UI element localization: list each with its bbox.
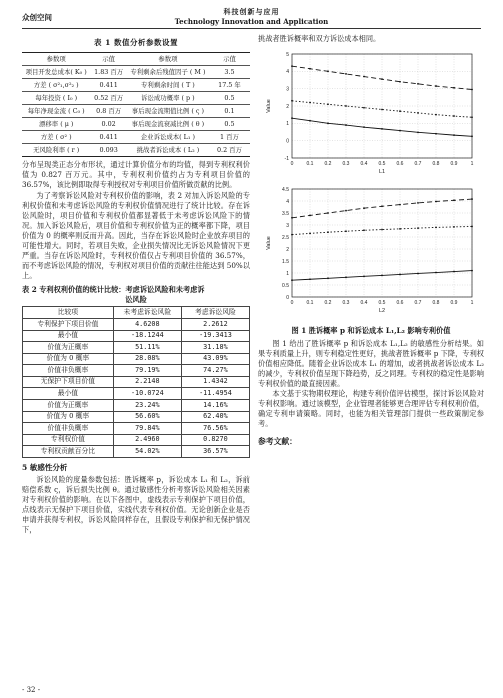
data-point bbox=[417, 272, 419, 274]
x-tick-label: 0.5 bbox=[378, 299, 386, 306]
y-tick-label: 3 bbox=[286, 86, 289, 93]
table-cell: 79.84% bbox=[113, 423, 181, 435]
x-tick-label: 0.9 bbox=[450, 299, 458, 306]
data-point bbox=[471, 116, 473, 118]
data-point bbox=[345, 73, 347, 75]
data-point bbox=[471, 225, 473, 227]
table-cell: 2.2612 bbox=[181, 319, 249, 331]
data-point bbox=[381, 78, 383, 80]
table-row bbox=[22, 105, 250, 118]
table-cell: 0.1 bbox=[209, 105, 250, 118]
data-point bbox=[381, 229, 383, 231]
table-cell: 价值非负概率 bbox=[23, 423, 114, 435]
data-point bbox=[309, 278, 311, 280]
table-cell: 每年净现金流 ( C₀ ) bbox=[22, 105, 90, 118]
data-point bbox=[363, 275, 365, 277]
section-label: 众创空间 bbox=[22, 13, 52, 22]
table-cell: 最小值 bbox=[23, 330, 114, 342]
data-point bbox=[453, 226, 455, 228]
table-row bbox=[23, 353, 250, 365]
data-point bbox=[435, 85, 437, 87]
x-tick-label: 0.5 bbox=[378, 160, 386, 167]
x-axis-label: L1 bbox=[378, 168, 386, 175]
data-point bbox=[453, 115, 455, 117]
table-cell: 62.40% bbox=[181, 411, 249, 423]
table-cell: 漂移率 ( μ ) bbox=[22, 118, 90, 131]
table-cell: 0.2 百万 bbox=[209, 144, 250, 157]
data-point bbox=[309, 120, 311, 122]
data-point bbox=[327, 231, 329, 233]
table-cell: 36.57% bbox=[181, 446, 249, 458]
table1 bbox=[22, 52, 250, 157]
table-row bbox=[23, 319, 250, 331]
table1-head-cell: 示值 bbox=[90, 53, 126, 66]
table-cell: 专利保护下项目价值 bbox=[23, 319, 114, 331]
x-tick-label: 0.6 bbox=[396, 299, 404, 306]
data-point bbox=[435, 114, 437, 116]
data-point bbox=[363, 107, 365, 109]
table-cell: 价值为 0 概率 bbox=[23, 411, 114, 423]
table-row bbox=[22, 131, 250, 144]
data-point bbox=[291, 117, 293, 119]
y-tick-label: 5 bbox=[286, 51, 289, 58]
table2-header bbox=[23, 307, 250, 319]
data-point bbox=[345, 210, 347, 212]
table-cell: 专利权贡献百分比 bbox=[23, 446, 114, 458]
header-rule bbox=[22, 28, 481, 29]
table-cell: 无保护下项目价值 bbox=[23, 376, 114, 388]
data-point bbox=[327, 212, 329, 214]
x-tick-label: 0.4 bbox=[360, 299, 368, 306]
table-cell: 79.19% bbox=[113, 365, 181, 377]
table-cell: 0.411 bbox=[90, 79, 126, 92]
x-tick-label: 0.1 bbox=[306, 299, 314, 306]
x-tick-label: 0.3 bbox=[342, 160, 350, 167]
x-tick-label: 0.1 bbox=[306, 160, 314, 167]
x-tick-label: 0.6 bbox=[396, 160, 404, 167]
table-cell: 0.8270 bbox=[181, 434, 249, 446]
data-point bbox=[399, 110, 401, 112]
series-line-2 bbox=[292, 226, 472, 234]
table-cell: 诉讼成功概率 ( p ) bbox=[127, 92, 209, 105]
data-point bbox=[435, 133, 437, 135]
data-point bbox=[399, 273, 401, 275]
table2-caption-cont: 讼风险 bbox=[125, 294, 147, 304]
table-cell: -10.0724 bbox=[113, 388, 181, 400]
data-point bbox=[381, 109, 383, 111]
data-point bbox=[471, 89, 473, 91]
table-cell: -11.4954 bbox=[181, 388, 249, 400]
data-point bbox=[471, 198, 473, 200]
table-cell: 0.52 百万 bbox=[90, 92, 126, 105]
table2-head-cell: 比较项 bbox=[23, 307, 114, 319]
body-paragraph: 挑战者胜诉概率和双方诉讼成本相同。 bbox=[258, 34, 381, 43]
table-cell: 价值为正概率 bbox=[23, 342, 114, 354]
data-point bbox=[309, 68, 311, 70]
x-tick-label: 0.8 bbox=[432, 160, 440, 167]
table-row bbox=[23, 388, 250, 400]
table1-header bbox=[22, 53, 250, 66]
data-point bbox=[345, 124, 347, 126]
table-cell: 28.08% bbox=[113, 353, 181, 365]
data-point bbox=[309, 214, 311, 216]
table-row bbox=[23, 365, 250, 377]
data-point bbox=[435, 271, 437, 273]
data-point bbox=[453, 199, 455, 201]
table-row bbox=[22, 118, 250, 131]
x-tick-label: 0.4 bbox=[360, 160, 368, 167]
table-cell: 76.56% bbox=[181, 423, 249, 435]
y-tick-label: 2 bbox=[286, 246, 289, 253]
data-point bbox=[399, 130, 401, 132]
data-point bbox=[363, 76, 365, 78]
x-tick-label: 0.7 bbox=[414, 299, 422, 306]
table-cell: 0.8 百万 bbox=[90, 105, 126, 118]
table2 bbox=[22, 306, 250, 457]
body-paragraph: 图 1 给出了胜诉概率 p 和诉讼成本 L₁,L₂ 的敏感性分析结果。如果专利质量上升，则专利稳定性更好，挑战者胜诉概率 p 下降，专利权价值相应降低。随着企业诉讼成本 L₁ 的增加，或者挑战者诉讼成本 L₂ 的减少，专利权价值呈现下降趋势，反之同理。专利权的稳定性是影响专利权价值的最直接因素。 bbox=[258, 338, 484, 388]
table-cell: 1.83 百万 bbox=[90, 66, 126, 79]
table-cell: 企业诉讼成本( L₁ ) bbox=[127, 131, 209, 144]
data-point bbox=[363, 126, 365, 128]
data-point bbox=[381, 274, 383, 276]
y-tick-label: -1 bbox=[284, 155, 289, 162]
data-point bbox=[381, 205, 383, 207]
journal-title-en: Technology Innovation and Application bbox=[174, 16, 329, 26]
table-row bbox=[23, 399, 250, 411]
data-point bbox=[399, 228, 401, 230]
table-cell: 51.11% bbox=[113, 342, 181, 354]
table-cell: -18.1244 bbox=[113, 330, 181, 342]
figure-caption: 图 1 胜诉概率 p 和诉讼成本 L₁,L₂ 影响专利价值 bbox=[291, 325, 451, 335]
table1-head-cell: 示值 bbox=[209, 53, 250, 66]
table-row bbox=[23, 434, 250, 446]
section-title: 5 敏感性分析 bbox=[22, 462, 68, 472]
x-axis-label: L2 bbox=[378, 307, 386, 314]
chart-l2 bbox=[258, 181, 484, 319]
data-point bbox=[291, 279, 293, 281]
data-point bbox=[417, 202, 419, 204]
journal-title-cn: 科技创新与应用 bbox=[223, 7, 280, 16]
right-column bbox=[258, 34, 484, 448]
table-cell: 每年投资 ( I₀ ) bbox=[22, 92, 90, 105]
table-cell: 74.27% bbox=[181, 365, 249, 377]
data-point bbox=[291, 234, 293, 236]
x-tick-label: 0.2 bbox=[324, 299, 332, 306]
table-row bbox=[23, 446, 250, 458]
y-tick-label: 1 bbox=[286, 270, 289, 277]
data-point bbox=[327, 277, 329, 279]
data-point bbox=[291, 65, 293, 67]
x-tick-label: 0.2 bbox=[324, 160, 332, 167]
table-cell: 专利剩余时间 ( T ) bbox=[127, 79, 209, 92]
y-tick-label: 1 bbox=[286, 121, 289, 128]
x-tick-label: 1 bbox=[470, 299, 474, 306]
table-cell: 方差 ( σ² ) bbox=[22, 131, 90, 144]
x-tick-label: 0.9 bbox=[450, 160, 458, 167]
data-point bbox=[417, 227, 419, 229]
table-cell: 方差 ( σ²₁,σ²₂ ) bbox=[22, 79, 90, 92]
table-cell: 价值为正概率 bbox=[23, 399, 114, 411]
figure-1 bbox=[258, 46, 484, 322]
data-point bbox=[417, 112, 419, 114]
y-axis-label: Value bbox=[266, 236, 272, 250]
table-cell: 项目开发总成本( K₀ ) bbox=[22, 66, 90, 79]
table-cell: 0.5 bbox=[209, 92, 250, 105]
x-tick-label: 1 bbox=[470, 160, 474, 167]
table-cell: 挑战者诉讼成本 ( L₂ ) bbox=[127, 144, 209, 157]
table-row bbox=[23, 330, 250, 342]
data-point bbox=[345, 105, 347, 107]
table-cell: 0.5 bbox=[209, 118, 250, 131]
table-cell: 1 百万 bbox=[209, 131, 250, 144]
data-point bbox=[471, 270, 473, 272]
x-tick-label: 0.3 bbox=[342, 299, 350, 306]
left-column bbox=[22, 34, 250, 536]
table2-head-cell: 未考虑诉讼风险 bbox=[113, 307, 181, 319]
page-number: - 32 - bbox=[22, 686, 41, 695]
body-paragraph: 诉讼风险的度量参数包括：胜诉概率 p，诉讼成本 L₁ 和 L₂，诉前赔偿系数 ς，诉后损失比例 θ。通过敏感性分析考察诉讼风险相关因素对专利权价值的影响。在以下各图中，虚线表示专利保护下项目价值，点线表示无保护下项目价值，实线代表专利权价值。无论创新企业是否申请并获得专利权，诉讼风险同样存在，且假设专利保护和无保护情况下， bbox=[22, 475, 250, 534]
y-tick-label: 3 bbox=[286, 222, 289, 229]
table2-caption: 表 2 专利权利价值的统计比较：考虑诉讼风险和未考虑诉 bbox=[22, 284, 205, 294]
table-row bbox=[22, 92, 250, 105]
y-tick-label: 0 bbox=[286, 294, 289, 301]
table-cell: 价值非负概率 bbox=[23, 365, 114, 377]
table-cell: 3.5 bbox=[209, 66, 250, 79]
data-point bbox=[471, 135, 473, 137]
y-tick-label: 0 bbox=[286, 138, 289, 145]
table1-head-cell: 参数项 bbox=[22, 53, 90, 66]
body-paragraph: 本文基于实物期权理论，构建专利价值评估模型，探讨诉讼风险对专利权影响。通过该模型，企业管理者能够更合理评估专利权利价值，确定专利申请策略。同时，也能为相关管理部门提供一些政策制定参考。 bbox=[258, 389, 484, 429]
table-cell: 0.02 bbox=[90, 118, 126, 131]
y-tick-label: 3.5 bbox=[282, 210, 289, 217]
table-cell: 事后现金流期值比例 ( ς ) bbox=[127, 105, 209, 118]
table-cell: 17.5 年 bbox=[209, 79, 250, 92]
data-point bbox=[345, 230, 347, 232]
page-header bbox=[22, 6, 481, 30]
table-cell: 2.4960 bbox=[113, 434, 181, 446]
table-cell: 最小值 bbox=[23, 388, 114, 400]
table-cell: 4.6208 bbox=[113, 319, 181, 331]
table-cell: 54.02% bbox=[113, 446, 181, 458]
x-tick-label: 0 bbox=[290, 299, 294, 306]
data-point bbox=[417, 83, 419, 85]
table-cell: 事后现金流衰减比例 ( θ ) bbox=[127, 118, 209, 131]
y-tick-label: 1.5 bbox=[282, 258, 289, 265]
x-tick-label: 0.8 bbox=[432, 299, 440, 306]
x-tick-label: 0 bbox=[290, 160, 294, 167]
data-point bbox=[363, 229, 365, 231]
data-point bbox=[309, 232, 311, 234]
table-row bbox=[22, 144, 250, 157]
data-point bbox=[327, 70, 329, 72]
table-row bbox=[23, 423, 250, 435]
table-cell: 价值为 0 概率 bbox=[23, 353, 114, 365]
table-cell: 无风险利率 ( r ) bbox=[22, 144, 90, 157]
table2-head-cell: 考虑诉讼风险 bbox=[181, 307, 249, 319]
table-cell: -19.3413 bbox=[181, 330, 249, 342]
data-point bbox=[291, 217, 293, 219]
table-cell: 23.24% bbox=[113, 399, 181, 411]
table1-caption: 表 1 数值分析参数设置 bbox=[94, 38, 178, 47]
y-tick-label: 4 bbox=[286, 69, 289, 76]
data-point bbox=[363, 207, 365, 209]
data-point bbox=[381, 128, 383, 130]
y-tick-label: 2.5 bbox=[282, 234, 289, 241]
data-point bbox=[453, 87, 455, 89]
body-paragraph: 为了考察诉讼风险对专利权价值的影响，表 2 对加入诉讼风险的专利权价值和未考虑诉讼风险的专利权价值情况进行了统计比较。存在诉讼风险时，项目价值和专利权价值都显著低于未考虑诉讼风险下的情况。加入诉讼风险后，项目价值和专利权价值为正的概率都下降，项目价值为 0 的概率则反而升高。因此，当存在诉讼风险时企业放弃项目的可能性增大。同时，若项目失败，企业损失情况比无诉讼风险情况下更严重。当存在诉讼风险时，专利权价值仅占专利项目价值的 36.57%，而不考虑诉讼风险的情况，专利权对项目价值的贡献往往能达到 50%以上。 bbox=[22, 191, 250, 280]
table-row bbox=[23, 342, 250, 354]
data-point bbox=[291, 100, 293, 102]
journal-title bbox=[22, 7, 481, 26]
y-tick-label: 2 bbox=[286, 103, 289, 110]
y-tick-label: 4.5 bbox=[282, 186, 289, 193]
data-point bbox=[309, 102, 311, 104]
table-row bbox=[22, 66, 250, 79]
y-tick-label: 4 bbox=[286, 198, 289, 205]
x-tick-label: 0.7 bbox=[414, 160, 422, 167]
table-cell: 专利剩余后残值因子 ( M ) bbox=[127, 66, 209, 79]
table-cell: 0.411 bbox=[90, 131, 126, 144]
y-axis-label: Value bbox=[266, 99, 272, 113]
table-row bbox=[23, 411, 250, 423]
data-point bbox=[435, 200, 437, 202]
references-title: 参考文献： bbox=[258, 437, 297, 447]
table-cell: 43.09% bbox=[181, 353, 249, 365]
y-tick-label: 0.5 bbox=[282, 282, 289, 289]
plot-frame bbox=[292, 189, 472, 297]
table-cell: 0.093 bbox=[90, 144, 126, 157]
body-paragraph: 分布呈现类正态分布形状，通过计算价值分布的均值，得到专利权利价值为 0.827 百万元。其中，专利权利价值约占为专利项目价值的 36.57%，该比例即取得专利授权对专利项目价值所做贡献的比例。 bbox=[22, 160, 250, 190]
table-cell: 14.16% bbox=[181, 399, 249, 411]
table-cell: 31.18% bbox=[181, 342, 249, 354]
data-point bbox=[417, 131, 419, 133]
chart-l1 bbox=[258, 46, 484, 178]
table1-head-cell: 参数项 bbox=[127, 53, 209, 66]
data-point bbox=[453, 134, 455, 136]
data-point bbox=[327, 103, 329, 105]
table-cell: 2.2148 bbox=[113, 376, 181, 388]
table-row bbox=[22, 79, 250, 92]
data-point bbox=[435, 226, 437, 228]
table-cell: 1.4342 bbox=[181, 376, 249, 388]
data-point bbox=[453, 271, 455, 273]
table-row bbox=[23, 376, 250, 388]
data-point bbox=[399, 204, 401, 206]
table-cell: 56.60% bbox=[113, 411, 181, 423]
data-point bbox=[327, 122, 329, 124]
data-point bbox=[345, 276, 347, 278]
table-cell: 专利权价值 bbox=[23, 434, 114, 446]
data-point bbox=[399, 81, 401, 83]
